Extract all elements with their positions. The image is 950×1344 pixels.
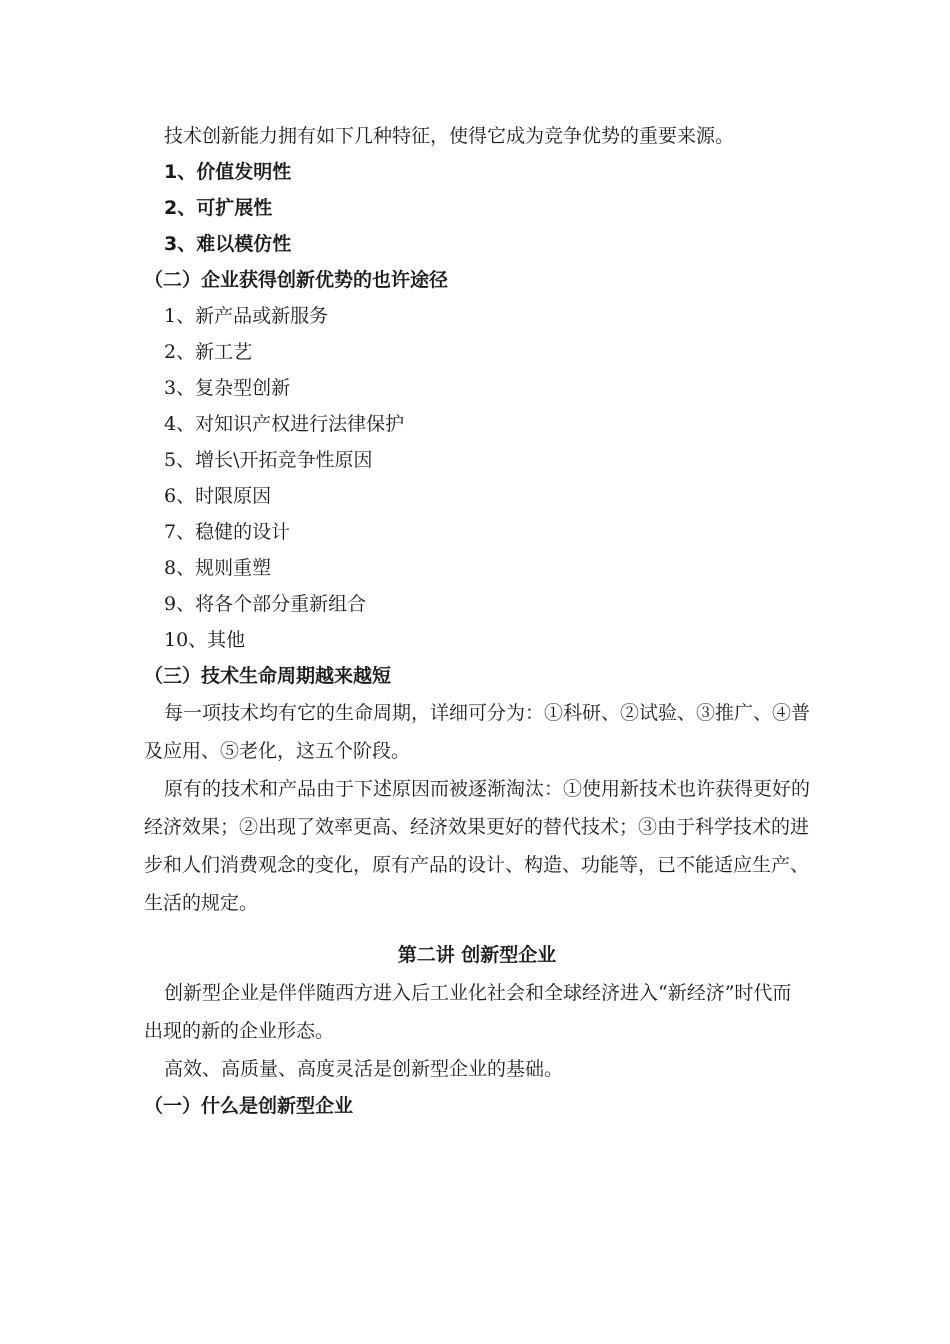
paragraph: 每一项技术均有它的生命周期，详细可分为：①科研、②试验、③推广、④普及应用、⑤老化，这五个阶段。 [144,702,811,762]
paragraph: 创新型企业是伴伴随西方进入后工业化社会和全球经济进入“新经济”时代而出现的新的企业形态。 [144,982,792,1042]
paragraph: 原有的技术和产品由于下述原因而被逐渐淘汰：①使用新技术也许获得更好的经济效果；②出现了效率更高、经济效果更好的替代技术；③由于科学技术的进步和人们消费观念的变化，原有产品的设计、构造、功能等，已不能适应生产、生活的规定。 [144,778,811,914]
section-heading: （一）什么是创新型企业 [144,1095,354,1117]
list-item: 6、时限原因 [164,485,272,507]
list-item: 1、新产品或新服务 [164,305,329,327]
list-item: 3、复杂型创新 [164,377,291,399]
feature-item: 3、难以模仿性 [164,233,292,255]
feature-item: 1、价值发明性 [164,161,292,183]
list-item: 10、其他 [164,629,246,651]
list-item: 4、对知识产权进行法律保护 [164,413,405,435]
document-content [144,118,810,1124]
spacer [144,922,810,936]
list-item: 2、新工艺 [164,341,253,363]
feature-item: 2、可扩展性 [164,197,273,219]
list-item: 7、稳健的设计 [164,521,291,543]
section-heading: （二）企业获得创新优势的也许途径 [144,269,449,291]
lecture-title: 第二讲 创新型企业 [397,944,557,966]
list-item: 9、将各个部分重新组合 [164,593,367,615]
intro-text: 技术创新能力拥有如下几种特征，使得它成为竞争优势的重要来源。 [164,125,735,147]
section-heading: （三）技术生命周期越来越短 [144,665,392,687]
list-item: 5、增长\开拓竞争性原因 [164,449,373,471]
list-item: 8、规则重塑 [164,557,272,579]
paragraph: 高效、高质量、高度灵活是创新型企业的基础。 [164,1058,564,1080]
